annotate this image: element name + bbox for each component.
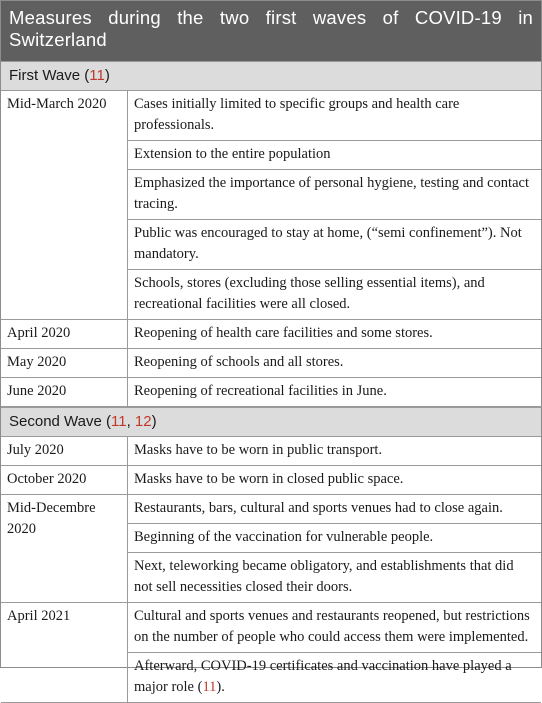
measures-cell <box>128 466 541 494</box>
measure-item: Schools, stores (excluding those selling essential items), and recreational facilities were all closed. <box>134 275 485 312</box>
measure-item: Cultural and sports venues and restaurants reopened, but restrictions on the number of people who could access them were implemented. <box>128 603 541 653</box>
table-title: Measures during the two first waves of COVID-19 in Switzerland <box>1 1 541 61</box>
table-row <box>1 437 541 466</box>
date-cell: May 2020 <box>1 349 128 377</box>
table-body <box>1 61 541 703</box>
section-label: Second Wave ( <box>9 413 111 430</box>
measure-item: Beginning of the vaccination for vulnerable people. <box>128 524 541 553</box>
date-cell: October 2020 <box>1 466 128 494</box>
reference-link: 12 <box>134 413 152 430</box>
measure-item: Restaurants, bars, cultural and sports venues had to close again. <box>128 495 541 524</box>
measures-cell <box>128 437 541 465</box>
measure-item: Extension to the entire population <box>128 141 541 170</box>
measure-item: Masks have to be worn in closed public space. <box>134 471 404 487</box>
measure-item: Reopening of health care facilities and some stores. <box>134 325 433 341</box>
section-label: First Wave ( <box>9 67 90 84</box>
measures-cell <box>128 603 541 702</box>
section-label-end: ) <box>151 413 157 430</box>
table-row <box>1 349 541 378</box>
section-header <box>1 61 541 91</box>
measures-cell <box>128 91 541 319</box>
date-cell: June 2020 <box>1 378 128 406</box>
section-header: Second Wave (11, 12) <box>1 407 541 437</box>
table-row <box>1 603 541 703</box>
measure-item: Reopening of recreational facilities in June. <box>134 383 387 399</box>
measure-item: Cases initially limited to specific groups and health care professionals. <box>128 91 541 141</box>
date-cell: Mid-Decembre 2020 <box>1 495 128 602</box>
reference-link: 11 <box>202 679 217 695</box>
table-row <box>1 495 541 603</box>
measures-cell <box>128 349 541 377</box>
measure-item: Masks have to be worn in public transport. <box>134 442 383 458</box>
reference-link: 11 <box>89 67 105 84</box>
date-cell: April 2020 <box>1 320 128 348</box>
section-label-end: ) <box>104 67 110 84</box>
measure-item: Public was encouraged to stay at home, (“semi confinement”). Not mandatory. <box>128 220 541 270</box>
reference-link: 11 <box>111 413 127 430</box>
date-cell: Mid-March 2020 <box>1 91 128 319</box>
measure-item: Reopening of schools and all stores. <box>134 354 344 370</box>
measure-item: Emphasized the importance of personal hygiene, testing and contact tracing. <box>128 170 541 220</box>
measures-cell <box>128 320 541 348</box>
date-cell: April 2021 <box>1 603 128 702</box>
table-row <box>1 320 541 349</box>
table-row <box>1 378 541 407</box>
table-row <box>1 466 541 495</box>
measures-cell <box>128 378 541 406</box>
measure-item: Afterward, COVID-19 certificates and vaccination have played a major role (11). <box>134 658 512 695</box>
measure-item: Next, teleworking became obligatory, and establishments that did not sell necessities closed their doors. <box>134 558 514 595</box>
table-row <box>1 91 541 320</box>
date-cell: July 2020 <box>1 437 128 465</box>
measures-cell <box>128 495 541 602</box>
